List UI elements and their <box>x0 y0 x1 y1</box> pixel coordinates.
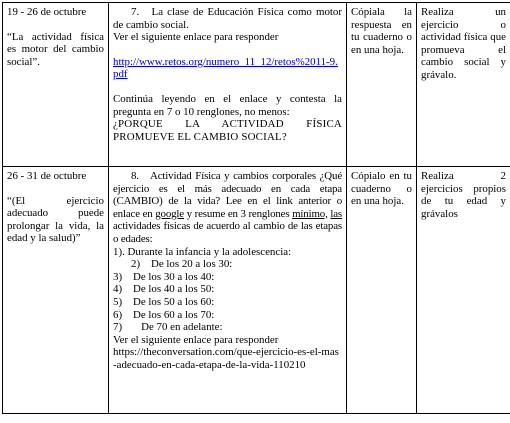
date-topic-cell <box>3 167 109 414</box>
list-item: 4) De los 40 a los 50: <box>113 283 215 296</box>
topic-text: “La actividad física es motor del cambio social”. <box>7 30 104 68</box>
activity-intro: 8. Actividad Física y cambios corporales ¿Qué ejercicio es el más adecuado en cada etapa (CAMBIO) de la vida? Lee en el link anterior o enlace en google y resume en 3 renglones mínimo, las actividades físicas de acuerdo al cambio de las etapas o edades: <box>113 170 342 245</box>
date-range: 19 - 26 de octubre <box>7 6 87 18</box>
table-row <box>3 167 510 414</box>
retos-link[interactable]: http://www.retos.org/numero_11_12/retos%2011-9.pdf <box>113 55 338 81</box>
table-row <box>3 3 510 167</box>
stage-list <box>113 246 342 334</box>
activity-cell <box>109 167 347 414</box>
question-text: ¿PORQUE LA ACTIVIDAD FÍSICA PROMUEVE EL CAMBIO SOCIAL? <box>113 118 342 143</box>
link-intro: Ver el siguiente enlace para responder <box>113 333 279 346</box>
list-item: 3) De los 30 a los 40: <box>113 270 215 283</box>
list-item: 2) De los 20 a los 30: <box>131 258 233 271</box>
evaluation-cell: Realiza un ejercicio o actividad física que promueva el cambio social y grávalo. <box>417 3 510 167</box>
lesson-plan-table <box>2 2 510 414</box>
list-item: 1). Durante la infancia y la adolescencia: <box>113 245 292 258</box>
list-item: 5) De los 50 a los 60: <box>113 295 215 308</box>
evaluation-cell: Realiza 2 ejercicios propios de tu edad y grávalos <box>417 167 510 414</box>
list-item: 7) De 70 en adelante: <box>113 321 223 334</box>
where-cell: Cópialo en tu cuaderno o en una hoja. <box>347 167 417 414</box>
activity-title: 7. La clase de Educación Física como motor de cambio social. <box>113 6 342 31</box>
conversation-link[interactable]: https://theconversation.com/que-ejercicio-es-el-mas-adecuado-en-cada-etapa-de-la-vida-110210 <box>113 346 339 371</box>
instruction-text: Continúa leyendo en el enlace y contesta la pregunta en 7 o 10 renglones, no menos: <box>113 92 342 118</box>
link-intro: Ver el siguiente enlace para responder <box>113 31 279 44</box>
date-range: 26 - 31 de octubre <box>7 170 87 182</box>
topic-text: “(El ejercicio adecuado puede prolongar la vida, la edad y la salud)” <box>7 194 104 245</box>
where-cell: Cópiala la respuesta en tu cuaderno o en una hoja. <box>347 3 417 167</box>
date-topic-cell <box>3 3 109 167</box>
activity-cell <box>109 3 347 167</box>
list-item: 6) De los 60 a los 70: <box>113 308 215 321</box>
